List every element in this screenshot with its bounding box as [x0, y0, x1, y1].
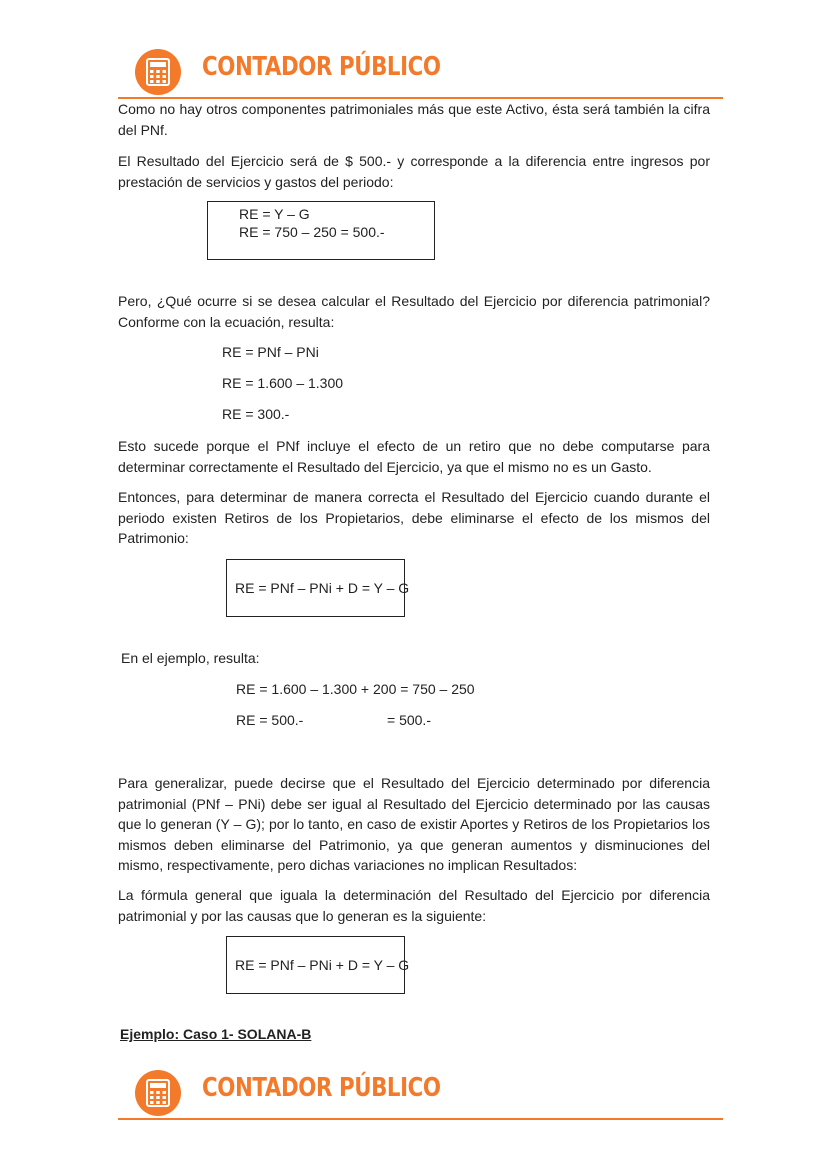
paragraph-5: Entonces, para determinar de manera correcta el Resultado del Ejercicio cuando durante el periodo existen Retiros de los Propietarios, debe eliminarse el efecto de los mismos del Patrimonio: [118, 489, 710, 546]
paragraph-6: En el ejemplo, resulta: [121, 650, 260, 666]
paragraph-7: Para generalizar, puede decirse que el Resultado del Ejercicio determinado por diferencia patrimonial (PNf – PNi) debe ser igual al Resultado del Ejercicio determinado por las causas que lo generan (Y – G); por lo tanto, en caso de existir Aportes y Retiros de los Propietarios los mismos deben eliminarse del Patrimonio, ya que generan aumentos y disminuciones del mismo, respectivamente, pero dichas variaciones no implican Resultados: [118, 775, 710, 873]
example-equation-result: = 500.- [387, 712, 431, 728]
paragraph-8: La fórmula general que iguala la determinación del Resultado del Ejercicio por diferencia patrimonial y por las causas que lo generan es la siguiente: [118, 887, 710, 924]
calculator-icon [135, 1070, 181, 1116]
example-equation: RE = 1.600 – 1.300 + 200 = 750 – 250 [236, 681, 475, 697]
formula-box-1 [226, 559, 410, 617]
calculator-icon [135, 49, 181, 95]
equation-line: RE = 1.600 – 1.300 [222, 375, 344, 391]
brand-title: CONTADOR PÚBLICO [202, 1073, 441, 1103]
formula-box-2 [226, 936, 410, 994]
brand-title: CONTADOR PÚBLICO [202, 52, 441, 82]
paragraph-1: Como no hay otros componentes patrimoniales más que este Activo, ésta será también la cifra del PNf. [118, 101, 710, 138]
example-title: Ejemplo: Caso 1- SOLANA-B [120, 1026, 312, 1042]
paragraph-4: Esto sucede porque el PNf incluye el efecto de un retiro que no debe computarse para determinar correctamente el Resultado del Ejercicio, ya que el mismo no es un Gasto. [118, 438, 710, 475]
paragraph-3: Pero, ¿Qué ocurre si se desea calcular el Resultado del Ejercicio por diferencia patrimonial? Conforme con la ecuación, resulta: [118, 293, 710, 330]
equation-line: RE = 750 – 250 = 500.- [239, 224, 385, 240]
equation-line: RE = 300.- [222, 406, 290, 422]
paragraph-2: El Resultado del Ejercicio será de $ 500.- y corresponde a la diferencia entre ingresos por prestación de servicios y gastos del periodo: [118, 153, 710, 190]
equation-box-1 [207, 201, 435, 260]
footer-brand [118, 1070, 723, 1130]
equation-line: RE = PNf – PNi [222, 344, 319, 360]
example-equation: RE = 500.- [236, 712, 304, 728]
formula-text: RE = PNf – PNi + D = Y – G [235, 957, 410, 973]
equation-line: RE = Y – G [239, 206, 310, 222]
brand-divider [118, 1118, 723, 1120]
formula-text: RE = PNf – PNi + D = Y – G [235, 580, 410, 596]
